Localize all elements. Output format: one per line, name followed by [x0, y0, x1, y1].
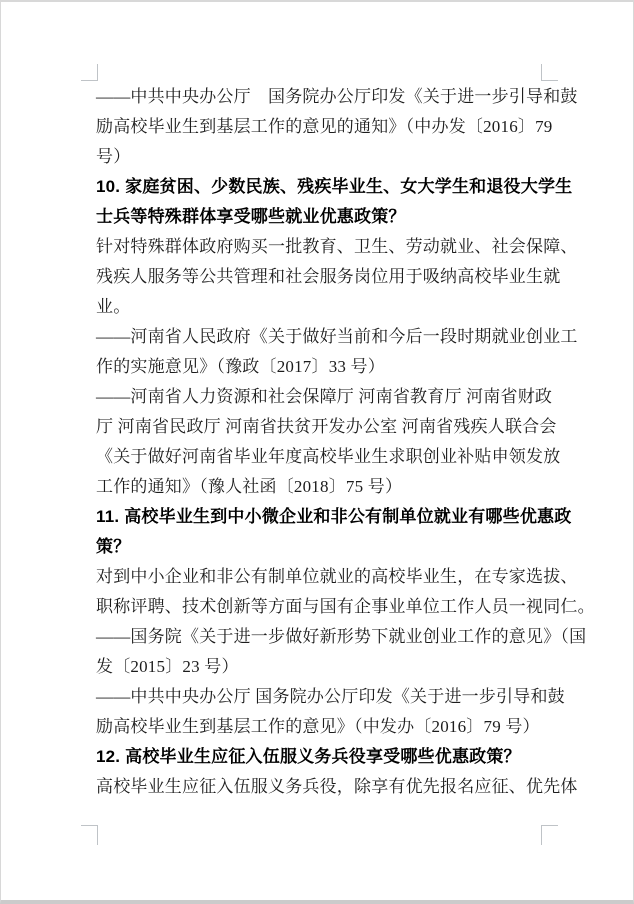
text-line: 厅 河南省民政厅 河南省扶贫开发办公室 河南省残疾人联合会 [96, 417, 557, 436]
text-line: 10. 家庭贫困、少数民族、残疾毕业生、女大学生和退役大学生 [96, 177, 573, 196]
text-line: 励高校毕业生到基层工作的意见》（中发办〔2016〕79 号） [96, 717, 540, 736]
text-line: 业。 [96, 297, 131, 316]
text-line: 职称评聘、技术创新等方面与国有企事业单位工作人员一视同仁。 [96, 597, 595, 616]
text-line: 《关于做好河南省毕业年度高校毕业生求职创业补贴申领发放 [96, 447, 561, 466]
text-line: 高校毕业生应征入伍服义务兵役，除享有优先报名应征、优先体 [96, 777, 578, 796]
text-line: ——中共中央办公厅 国务院办公厅印发《关于进一步引导和鼓 [96, 87, 578, 106]
text-line: 针对特殊群体政府购买一批教育、卫生、劳动就业、社会保障、 [96, 237, 578, 256]
text-line: 12. 高校毕业生应征入伍服义务兵役享受哪些优惠政策？ [96, 747, 521, 766]
text-line: ——河南省人民政府《关于做好当前和今后一段时期就业创业工 [96, 327, 578, 346]
text-line: 作的实施意见》（豫政〔2017〕33 号） [96, 357, 385, 376]
crop-mark-top-left [81, 64, 98, 81]
text-line: 对到中小企业和非公有制单位就业的高校毕业生，在专家选拔、 [96, 567, 578, 586]
crop-mark-bottom-right [541, 825, 558, 845]
crop-mark-bottom-left [81, 825, 98, 845]
text-line: 号） [96, 147, 131, 166]
text-line: 发〔2015〕23 号） [96, 657, 239, 676]
text-line: 残疾人服务等公共管理和社会服务岗位用于吸纳高校毕业生就 [96, 267, 561, 286]
text-line: ——国务院《关于进一步做好新形势下就业创业工作的意见》（国 [96, 627, 587, 646]
text-line: 工作的通知》（豫人社函〔2018〕75 号） [96, 477, 403, 496]
crop-mark-top-right [541, 64, 558, 81]
text-line: ——中共中央办公厅 国务院办公厅印发《关于进一步引导和鼓 [96, 687, 565, 706]
document-text [96, 82, 595, 802]
text-line: ——河南省人力资源和社会保障厅 河南省教育厅 河南省财政 [96, 387, 553, 406]
text-line: 策？ [96, 537, 131, 556]
text-line: 11. 高校毕业生到中小微企业和非公有制单位就业有哪些优惠政 [96, 507, 572, 526]
text-line: 士兵等特殊群体享受哪些就业优惠政策？ [96, 207, 406, 226]
text-line: 励高校毕业生到基层工作的意见的通知》（中办发〔2016〕79 [96, 117, 553, 136]
